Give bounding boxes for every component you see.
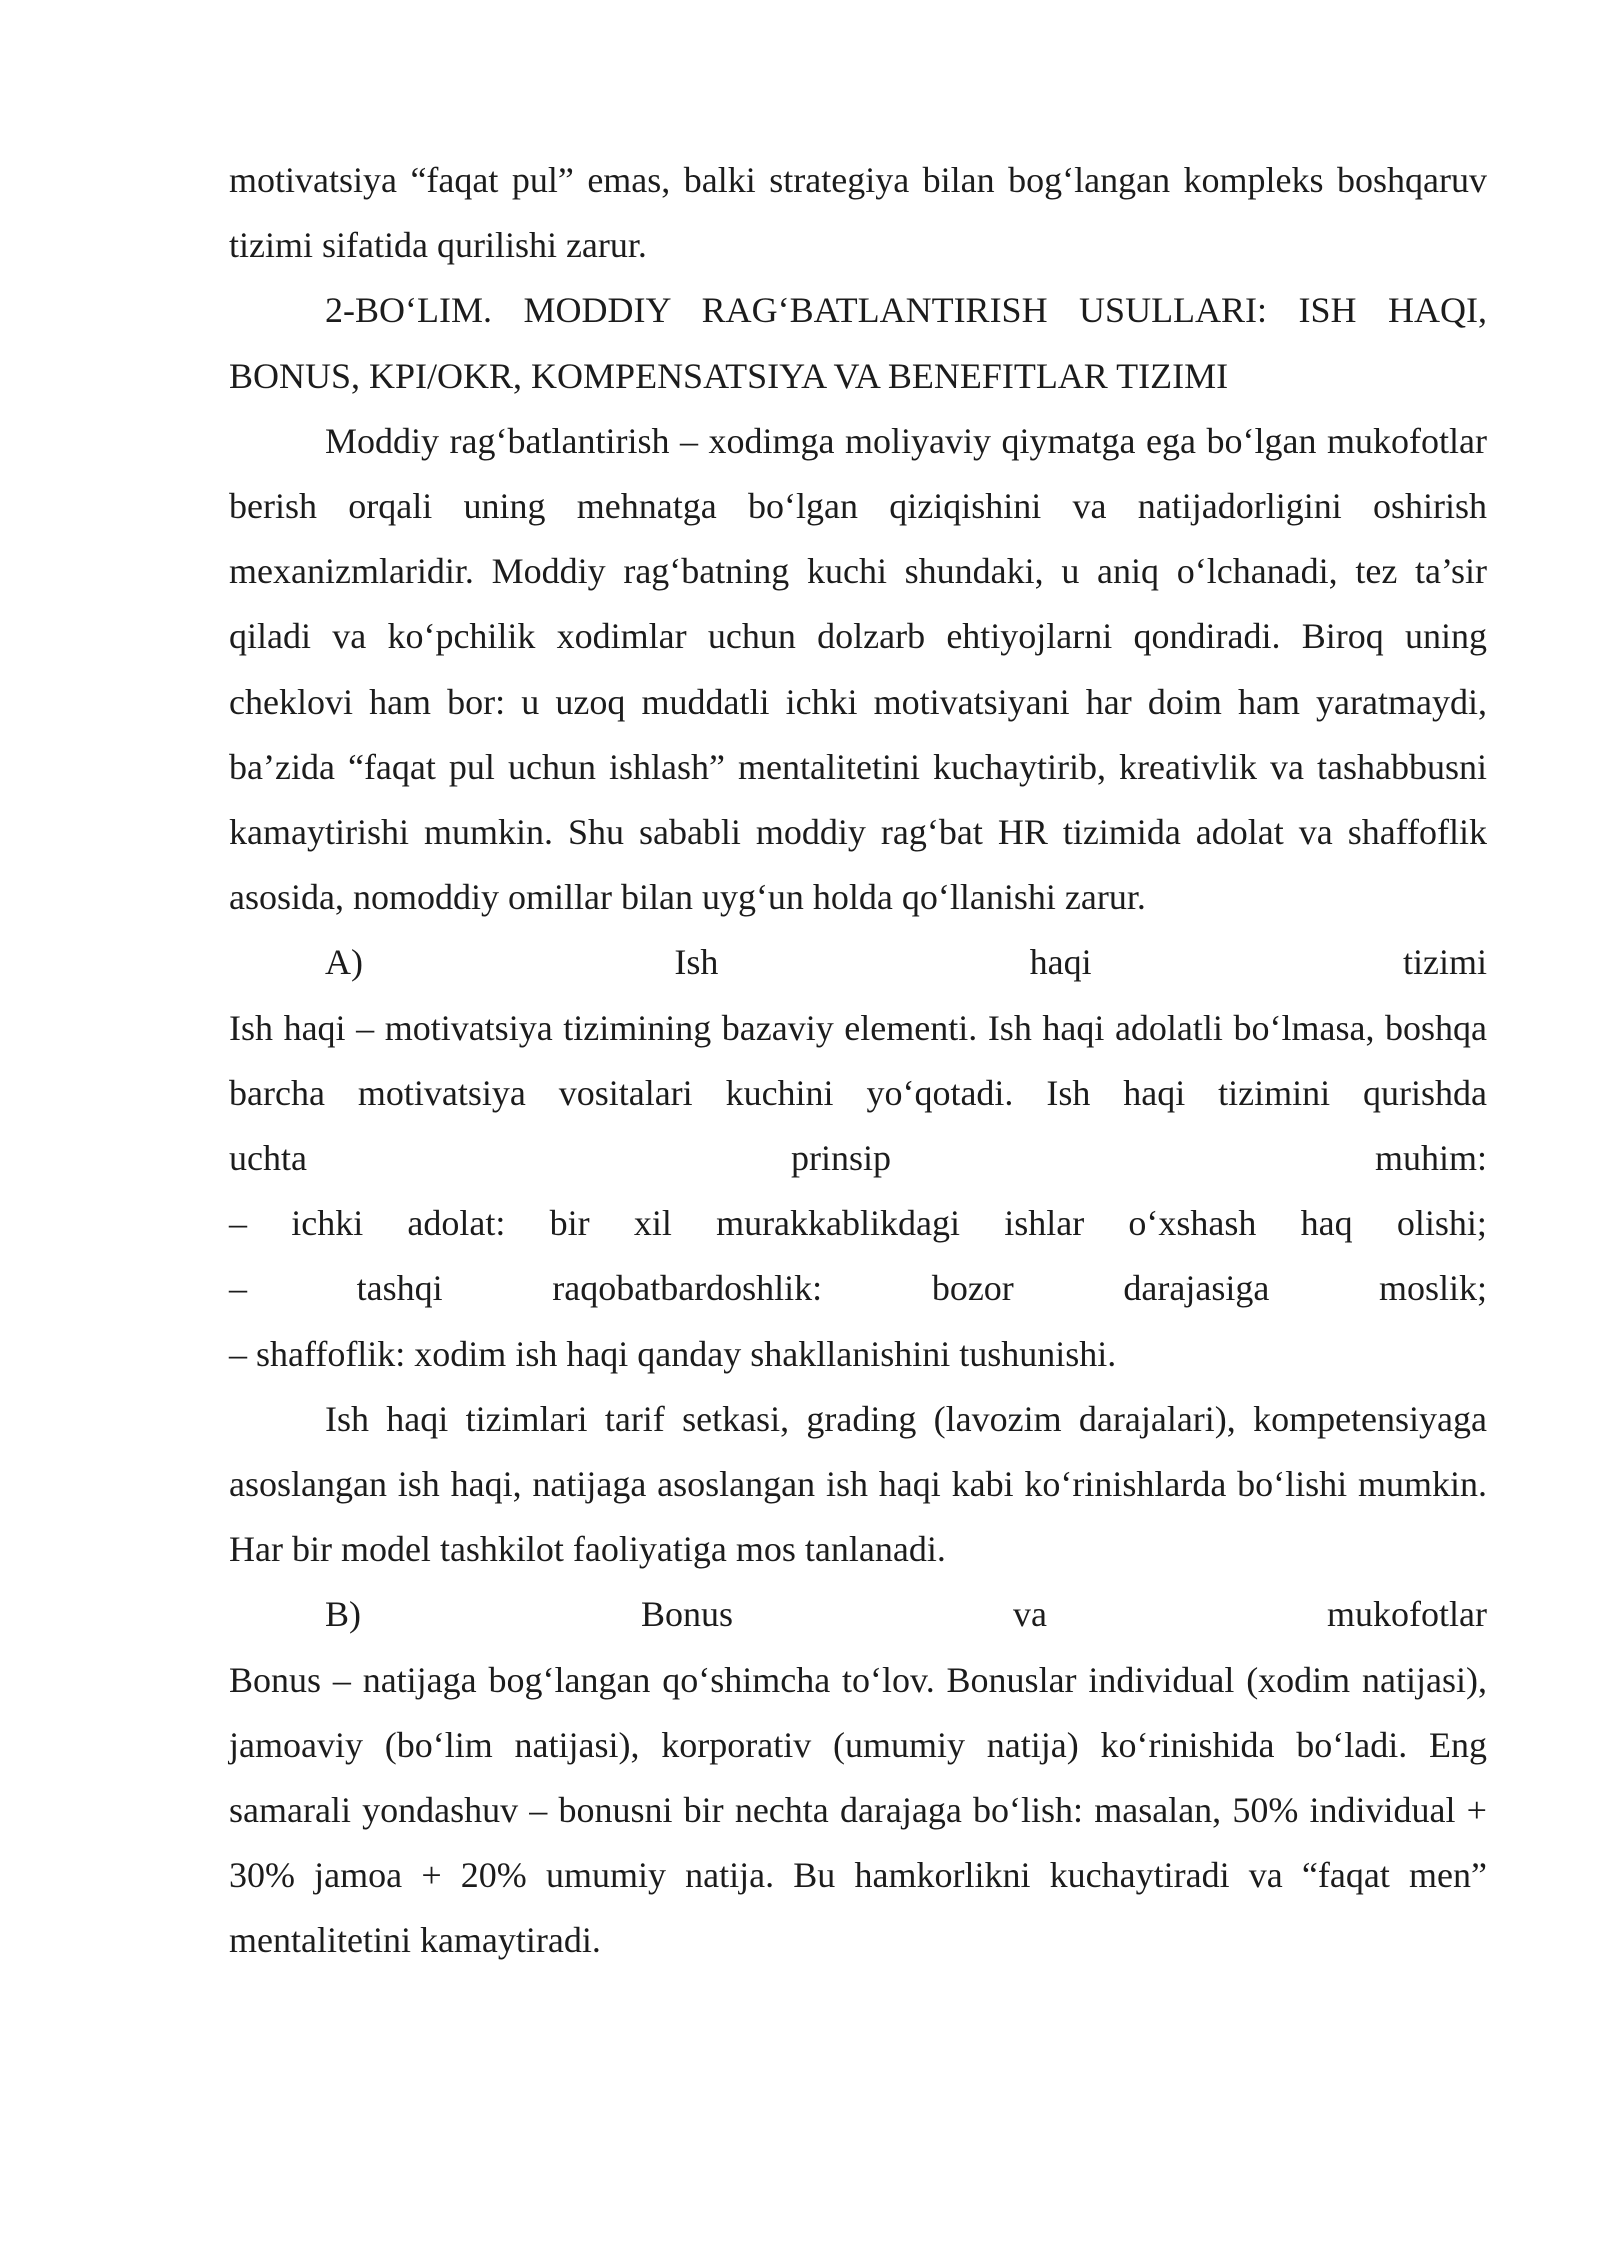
- intro-line-1: motivatsiya “faqat pul” emas, balki strategiya bilan bog‘langan kompleks boshqaruv: [229, 160, 1487, 200]
- subsection-b-heading: [229, 1582, 1487, 1647]
- subsection-b-word: B): [325, 1594, 361, 1635]
- principles-intro-word: uchta: [229, 1138, 307, 1179]
- paragraph-salary: Ish haqi – motivatsiya tizimining bazaviy elementi. Ish haqi adolatli bo‘lmasa, boshqa barcha motivatsiya vositalari kuchini yo‘qotadi. Ish haqi tizimini qurishda: [229, 1007, 1487, 1113]
- principle-2-word: raqobatbardoshlik:: [552, 1268, 823, 1309]
- principle-1-word: ishlar: [1004, 1203, 1085, 1244]
- intro-line-2: tizimi sifatida qurilishi zarur.: [229, 225, 647, 266]
- principle-1-word: ichki: [291, 1203, 364, 1244]
- principle-2-word: darajasiga: [1123, 1268, 1270, 1309]
- principle-1-word: bir: [549, 1203, 590, 1244]
- paragraph-salary-systems: Ish haqi tizimlari tarif setkasi, grading (lavozim darajalari), kompetensiyaga asoslangan ish haqi, natijaga asoslangan ish haqi kabi ko‘rinishlarda bo‘lishi mumkin. Har bir model tashkilot faoliyatiga mos tanlanadi.: [229, 1398, 1487, 1570]
- principle-2-word: –: [229, 1268, 247, 1309]
- principle-2-word: bozor: [931, 1268, 1014, 1309]
- principle-1-word: –: [229, 1203, 247, 1244]
- subsection-b-word: va: [1013, 1594, 1048, 1635]
- paragraph-material-incentives: Moddiy rag‘batlantirish – xodimga moliyaviy qiymatga ega bo‘lgan mukofotlar berish orqali uning mehnatga bo‘lgan qiziqishini va natijadorligini oshirish mexanizmlaridir. Moddiy rag‘batning kuchi shundaki, u aniq o‘lchanadi, tez ta’sir qiladi va ko‘pchilik xodimlar uchun dolzarb ehtiyojlarni qondiradi. Biroq uning cheklovi ham bor: u uzoq muddatli ichki motivatsiyani har doim ham yaratmaydi, ba’zida “faqat pul uchun ishlash” mentalitetini kuchaytirib, kreativlik va tashabbusni kamaytirishi mumkin. Shu sababli moddiy rag‘bat HR tizimida adolat va shaffoflik asosida, nomoddiy omillar bilan uyg‘un holda qo‘llanishi zarur.: [229, 420, 1487, 918]
- principles-intro-word: muhim:: [1374, 1138, 1487, 1179]
- principle-item-1: [229, 1191, 1487, 1256]
- subsection-b-word: mukofotlar: [1327, 1594, 1487, 1635]
- subsection-a-word: tizimi: [1402, 942, 1487, 983]
- paragraph-bonus: Bonus – natijaga bog‘langan qo‘shimcha to‘lov. Bonuslar individual (xodim natijasi), jamoaviy (bo‘lim natijasi), korporativ (umumiy natija) ko‘rinishida bo‘ladi. Eng samarali yondashuv – bonusni bir nechta darajaga bo‘lish: masalan, 50% individual + 30% jamoa + 20% umumiy natija. Bu hamkorlikni kuchaytiradi va “faqat men” mentalitetini kamaytiradi.: [229, 1659, 1487, 1961]
- section-heading: 2-BO‘LIM. MODDIY RAG‘BATLANTIRISH USULLARI: ISH HAQI, BONUS, KPI/OKR, KOMPENSATSIYA VA BENEFITLAR TIZIMI: [229, 290, 1487, 396]
- subsection-a-word: haqi: [1029, 942, 1092, 983]
- principle-1-word: adolat:: [407, 1203, 506, 1244]
- document-body: [229, 148, 1487, 1974]
- principle-1-word: o‘xshash: [1128, 1203, 1257, 1244]
- subsection-b-word: Bonus: [641, 1594, 734, 1635]
- principle-1-word: murakkablikdagi: [716, 1203, 960, 1244]
- principle-item-3: – shaffoflik: xodim ish haqi qanday shakllanishini tushunishi.: [229, 1333, 1117, 1374]
- principle-1-word: olishi;: [1396, 1203, 1487, 1244]
- principle-1-word: xil: [633, 1203, 672, 1244]
- principle-2-word: moslik;: [1378, 1268, 1487, 1309]
- principle-1-word: haq: [1300, 1203, 1353, 1244]
- subsection-a-word: A): [325, 942, 363, 983]
- subsection-a-word: Ish: [674, 942, 719, 983]
- principles-intro-word: prinsip: [790, 1138, 891, 1179]
- principle-item-2: [229, 1256, 1487, 1321]
- principle-2-word: tashqi: [356, 1268, 443, 1309]
- principles-intro: [229, 1126, 1487, 1191]
- subsection-a-heading: [229, 930, 1487, 995]
